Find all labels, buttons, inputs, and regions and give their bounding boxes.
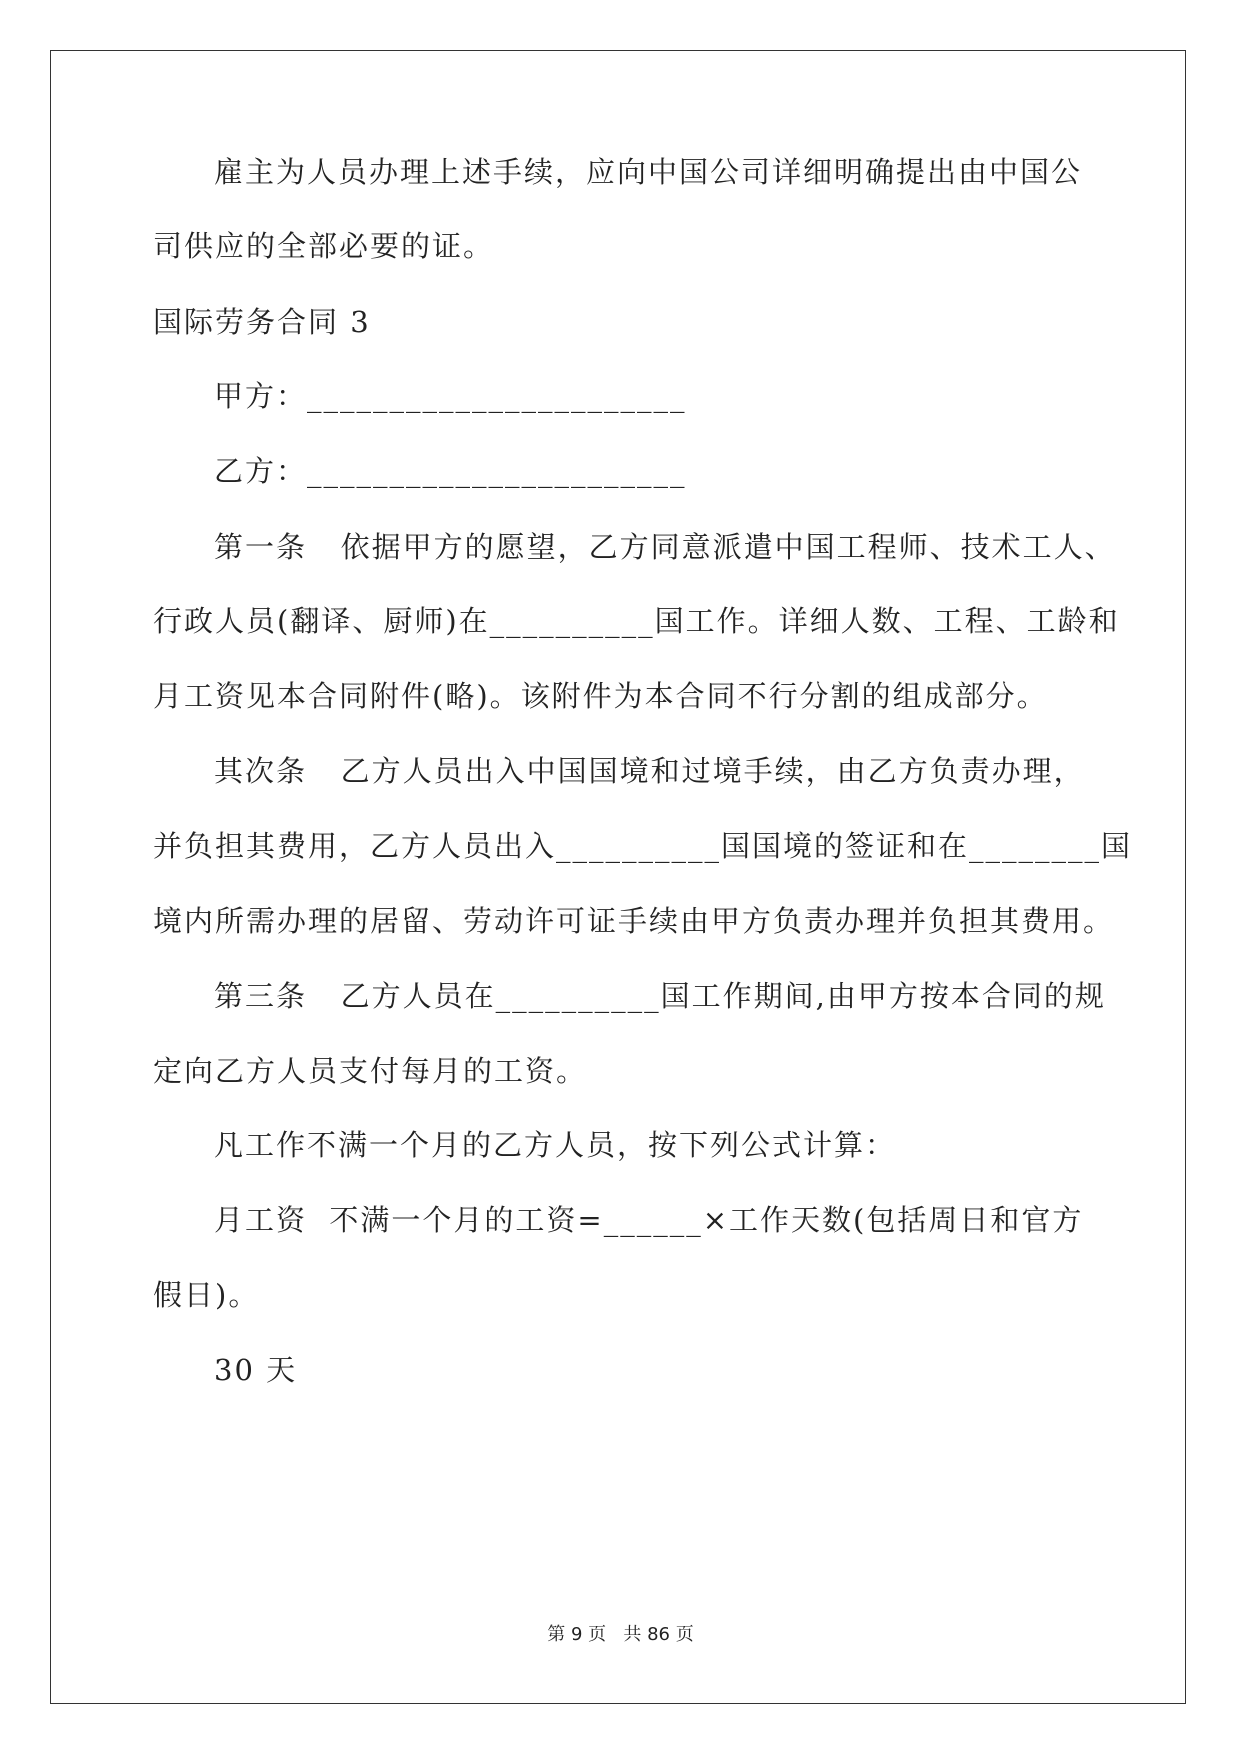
page-footer: 第 9 页 共 86 页 (547, 1624, 694, 1645)
party-b-line: 乙方：_______________________ (214, 454, 687, 488)
paragraph-line: 定向乙方人员支付每月的工资。 (153, 1054, 588, 1088)
paragraph-line: 凡工作不满一个月的乙方人员，按下列公式计算： (214, 1128, 897, 1162)
paragraph-line: 月工资见本合同附件(略)。该附件为本合同不行分割的组成部分。 (153, 679, 1048, 713)
formula-denominator: 30 天 (214, 1353, 298, 1387)
party-a-line: 甲方：_______________________ (214, 379, 687, 413)
paragraph-line: 境内所需办理的居留、劳动许可证手续由甲方负责办理并负担其费用。 (153, 904, 1115, 938)
paragraph-line: 司供应的全部必要的证。 (153, 229, 495, 263)
paragraph-line: 行政人员(翻译、厨师)在__________国工作。详细人数、工程、工龄和 (153, 604, 1120, 638)
article-1-line: 第一条 依据甲方的愿望，乙方同意派遣中国工程师、技术工人、 (214, 530, 1116, 564)
section-heading: 国际劳务合同 3 (153, 305, 371, 339)
paragraph-line: 并负担其费用，乙方人员出入__________国国境的签证和在________国 (153, 829, 1133, 863)
paragraph-line: 雇主为人员办理上述手续，应向中国公司详细明确提出由中国公 (214, 155, 1083, 189)
paragraph-line: 假日)。 (153, 1278, 260, 1312)
article-3-line: 第三条 乙方人员在__________国工作期间,由甲方按本合同的规 (214, 979, 1106, 1013)
article-2-line: 其次条 乙方人员出入中国国境和过境手续，由乙方负责办理， (214, 754, 1085, 788)
page-border (50, 50, 1186, 1704)
formula-line: 月工资 不满一个月的工资=______×工作天数(包括周日和官方 (214, 1203, 1084, 1237)
